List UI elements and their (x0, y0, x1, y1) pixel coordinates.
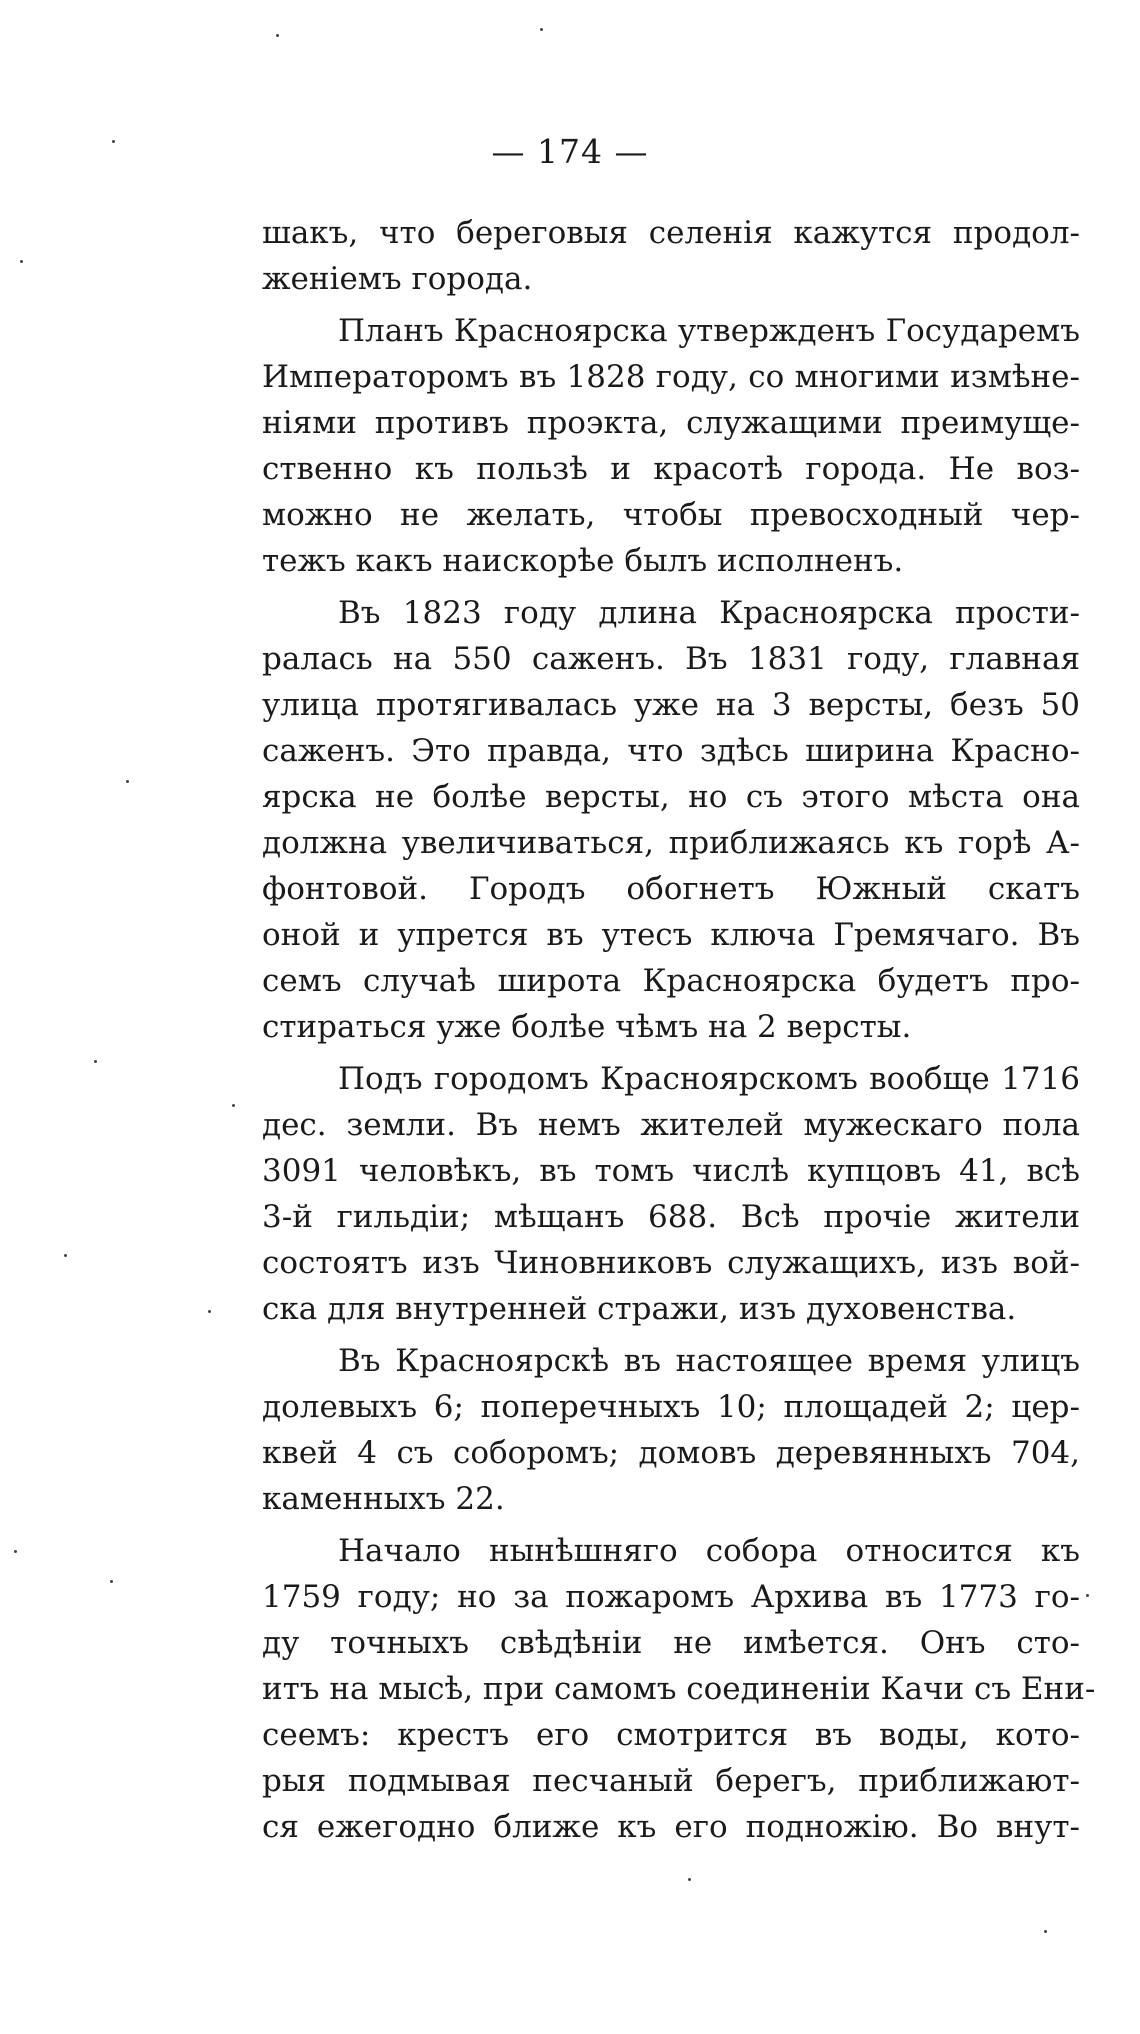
text-line: ду точныхъ свѣдѣніи не имѣется. Онъ сто- (262, 1625, 1080, 1661)
text-line: женіемъ города. (262, 261, 533, 297)
text-line: 1759 году; но за пожаромъ Архива въ 1773 го- (262, 1579, 1080, 1615)
body-text (262, 210, 1096, 1850)
scan-speck (14, 1550, 17, 1553)
text-line: Начало нынѣшняго собора относится къ (338, 1533, 1080, 1569)
text-line: дес. земли. Въ немъ жителей мужескаго пола (262, 1107, 1080, 1143)
text-line: ственно къ пользѣ и красотѣ города. Не воз- (262, 451, 1080, 487)
page-number: — 174 — (491, 132, 649, 171)
text-line: 3-й гильдіи; мѣщанъ 688. Всѣ прочіе жители (262, 1199, 1080, 1235)
text-line: долевыхъ 6; поперечныхъ 10; площадей 2; цер- (262, 1389, 1080, 1425)
text-line: состоятъ изъ Чиновниковъ служащихъ, изъ вой- (262, 1245, 1080, 1281)
text-line: ярска не болѣе версты, но съ этого мѣста она (262, 779, 1080, 815)
text-line: стираться уже болѣе чѣмъ на 2 версты. (262, 1009, 912, 1045)
text-line: итъ на мысѣ, при самомъ соединеніи Качи съ Ени- (262, 1671, 1096, 1707)
scan-speck (1086, 1594, 1089, 1597)
scan-speck (208, 1310, 211, 1313)
text-line: рыя подмывая песчаный берегъ, приближают- (262, 1763, 1080, 1799)
text-line: Подъ городомъ Красноярскомъ вообще 1716 (338, 1061, 1080, 1097)
text-line: Въ Красноярскѣ въ настоящее время улицъ (338, 1343, 1080, 1379)
scan-speck (276, 34, 279, 37)
text-line: семъ случаѣ широта Красноярска будетъ про- (262, 963, 1080, 999)
text-line: ска для внутренней стражи, изъ духовенства. (262, 1291, 1017, 1327)
text-line: фонтовой. Городъ обогнетъ Южный скатъ (262, 871, 1080, 907)
scan-speck (540, 28, 543, 31)
scan-speck (112, 140, 115, 143)
scan-speck (64, 1254, 67, 1257)
text-line: ніями противъ проэкта, служащими преимуще- (262, 405, 1080, 441)
scan-speck (110, 1580, 113, 1583)
text-line: ся ежегодно ближе къ его подножію. Во внут- (262, 1809, 1080, 1845)
text-line: квей 4 съ соборомъ; домовъ деревянныхъ 704, (262, 1435, 1080, 1471)
text-line: оной и упрется въ утесъ ключа Гремячаго. Въ (262, 917, 1080, 953)
scan-speck (126, 780, 129, 783)
text-line: тежъ какъ наискорѣе былъ исполненъ. (262, 543, 904, 579)
text-line: саженъ. Это правда, что здѣсь ширина Красно- (262, 733, 1080, 769)
text-line: сеемъ: крестъ его смотрится въ воды, кото- (262, 1717, 1080, 1753)
scan-speck (20, 260, 23, 263)
scan-speck (94, 1060, 97, 1063)
scan-speck (1044, 1930, 1047, 1933)
text-line: 3091 человѣкъ, въ томъ числѣ купцовъ 41, всѣ (262, 1153, 1080, 1189)
text-line: шакъ, что береговыя селенія кажутся продол- (262, 215, 1080, 251)
text-line: Планъ Красноярска утвержденъ Государемъ (338, 313, 1080, 349)
text-line: каменныхъ 22. (262, 1481, 505, 1517)
text-line: улица протягивалась уже на 3 версты, безъ 50 (262, 687, 1080, 723)
scan-speck (232, 1104, 235, 1107)
text-line: Въ 1823 году длина Красноярска прости- (338, 595, 1080, 631)
scan-speck (688, 1878, 691, 1881)
text-line: можно не желать, чтобы превосходный чер- (262, 497, 1080, 533)
text-line: Императоромъ въ 1828 году, со многими измѣне- (262, 359, 1080, 395)
text-line: ралась на 550 саженъ. Въ 1831 году, главная (262, 641, 1080, 677)
text-line: должна увеличиваться, приближаясь къ горѣ А- (262, 825, 1080, 861)
